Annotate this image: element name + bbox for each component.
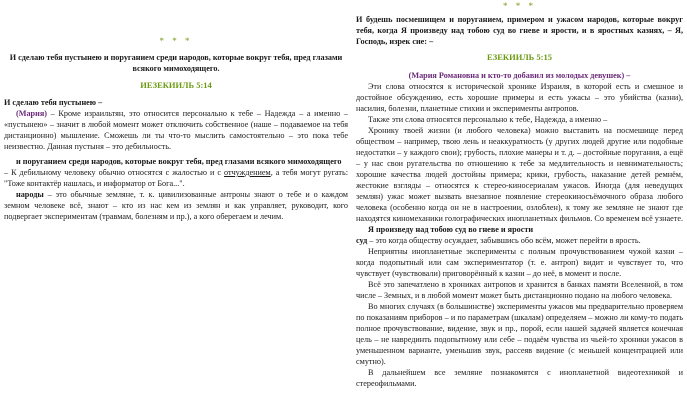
quoted-word: суд: [356, 236, 368, 245]
paragraph-text: – это обычные земляне, т. к. цивилизованные антроны знают о тебе и о каждом земном человеке всё, знают – кто из нас кем из землян и как управляет, руководит, кого подвергает экспериментам (травмам, болезням и пр.), а кого оберегаем и лечим.: [4, 190, 348, 221]
speaker-name: (Мария): [16, 109, 47, 118]
commentary-paragraph: [4, 167, 348, 189]
paragraph-text: – это когда обществу осуждает, забывшись обо всём, может перейти в ярость.: [367, 236, 641, 245]
section-divider-stars: * * *: [159, 36, 193, 46]
quoted-phrase: Я произведу над тобою суд во гневе и ярости: [368, 225, 534, 234]
commentary-paragraph: Также эти слова относятся персонально к тебе, Надежда, а именно –: [368, 115, 608, 124]
paragraph-text: – Кроме израильтян, это относится персонально к тебе – Надежда – а именно – «пустынею» – значит в любой момент может отключить собственное (наше – подаваемое на тебя дистанционно) мышление. Сможешь ли ты что-то мыслить самостоятельно – это пока тебе неизвестно. Данная пустыня – это дебильность.: [4, 109, 348, 151]
paragraph-text: , а тебя могут ругать: "Тоже контактёр нашлась, и информатор от Бога...".: [4, 168, 348, 188]
commentary-paragraph: [356, 235, 683, 246]
commentary-paragraph: В дальнейшем все земляне познакомятся с инопланетной видеотехникой и стереофильмами.: [356, 368, 683, 388]
commentary-paragraph: Во многих случаях (в большинстве) эксперименты ужасов мы предварительно проверяем по показаниям приборов – и по параметрам (шкалам) определяем – можно ли кому-то подать полное прочувствование, видение, звук и пр., порой, если нашей задачей является конечная цель – не наврединть подопытному или себе – подаём чувства из чьей-то хроники ужасов в уменьшенном варианте, уменьшив звук, рассеяв видение (с меньшей концентрацией или смутно).: [356, 302, 683, 366]
scripture-reference: ЕЗЕКИИЛЬ 5:15: [487, 52, 552, 62]
quoted-word: народы: [16, 190, 44, 199]
commentary-paragraph: [4, 108, 348, 152]
underlined-word: отчуждением: [224, 168, 271, 177]
commentary-paragraph: Всё это запечатлено в хрониках антропов и хранится в банках памяти Вселенной, в том числе – Земных, и в любой момент может быть дистанционно подано на любого человека.: [356, 280, 683, 300]
quoted-phrase: и поруганием среди народов, которые вокруг тебя, пред глазами всякого мимоходящего: [16, 157, 342, 166]
commentary-paragraph: Эти слова относятся к исторической хронике Израиля, в которой есть и смешное и достойное обсуждению, есть хорошие примеры и есть ужасы – это убийства (казни), насилия, болезни, планетные стихии и эксперименты антропов.: [356, 82, 683, 113]
epigraph-verse: И будешь посмешищем и поруганием, примером и ужасом народов, которые вокруг тебя, когда Я произведу над тобою суд во гневе и ярости, и в яростных казнях, – Я, Господь, изрек сие: –: [356, 15, 683, 46]
quoted-phrase: И сделаю тебя пустынею –: [4, 98, 103, 107]
speaker-name: (Мария Романовна и кто-то добавил из молодых девушек) –: [408, 71, 631, 80]
commentary-paragraph: Неприятны инопланетные эксперименты с полным прочувствованием чужой казни – когда подопытный или сам экспериментатор (т. е. антроп) видит и чувствует то, что чувствует (чувствовали) приговорённый к казни – до неё, в момент и после.: [356, 247, 683, 278]
commentary-paragraph: Хронику твоей жизни (и любого человека) можно выставить на посмешище перед обществом – например, твою лень и неаккуратность (у других людей другие или подобные недостатки – у каждого свои); грубость, плохие манеры и т. д. – достойные поругания, а ещё – у нас свои ругательства по отношению к тебе за медлительность и невнимательность; хорошие качества людей достойны примера; крики, грубость, наказание детей ремнём, жестокие взгляды – относятся к стерео-киносериалам ужасов. Иногда (для неведущих землян) ужас может вызвать внезапное появление стереокиносъёмочного образа любого человека (особенно когда он не в настроении, озлоблен), к тому же земляне не знают где находятся киномеханики голографических инопланетных фильмов. Со временем всё узнаете.: [356, 126, 684, 223]
right-column: [356, 0, 683, 389]
left-column: [4, 0, 348, 222]
paragraph-text: – К дебильному человеку обычно относятся с жалостью и с: [4, 168, 224, 177]
scripture-reference: ИЕЗЕКИИЛЬ 5:14: [140, 80, 212, 90]
epigraph-verse: И сделаю тебя пустынею и поруганием среди народов, которые вокруг тебя, пред глазами всякого мимоходящего.: [9, 53, 343, 73]
commentary-paragraph: [4, 189, 348, 222]
section-divider-stars: * * *: [503, 1, 536, 11]
